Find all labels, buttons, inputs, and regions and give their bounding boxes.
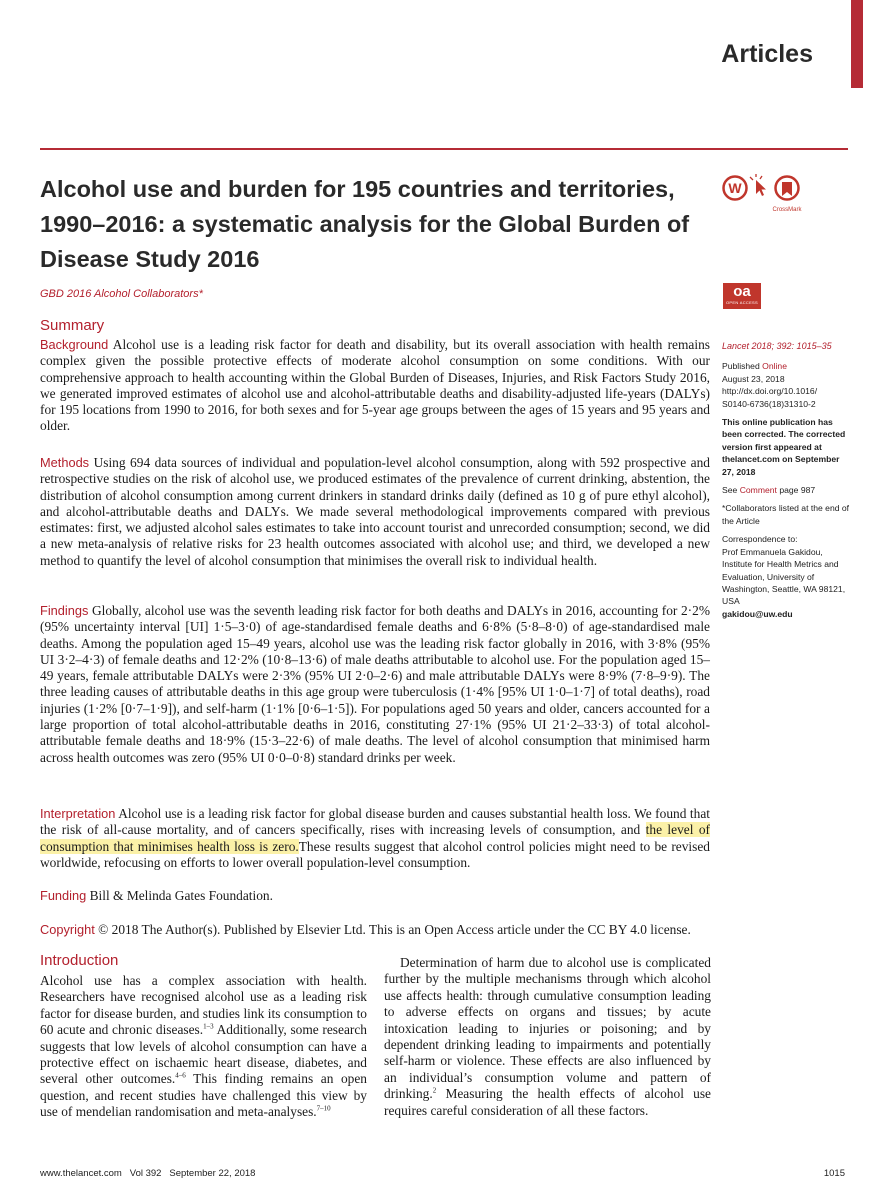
methods-label: Methods bbox=[40, 455, 90, 470]
citation: Lancet 2018; 392: 1015–35 bbox=[722, 341, 832, 351]
cursor-icon bbox=[750, 174, 766, 196]
introduction-left-column bbox=[40, 973, 367, 1121]
doi-line-2[interactable]: S0140-6736(18)31310-2 bbox=[722, 398, 816, 409]
doi-line-1[interactable]: http://dx.doi.org/10.1016/ bbox=[722, 386, 818, 397]
summary-heading: Summary bbox=[40, 317, 105, 334]
see-prefix: See bbox=[722, 485, 738, 496]
comment-link[interactable]: Comment bbox=[739, 485, 777, 496]
background-label: Background bbox=[40, 337, 109, 352]
published-prefix: Published bbox=[722, 361, 760, 372]
interpretation-label: Interpretation bbox=[40, 806, 116, 821]
correction-note: This online publication has been corrected. The corrected version first appeared at thelancet.com on September 27, 2018 bbox=[722, 417, 846, 477]
summary-findings bbox=[40, 603, 710, 766]
footer-journal-info: www.thelancet.com Vol 392 September 22, 2018 bbox=[40, 1168, 256, 1179]
correspondence-email[interactable]: gakidou@uw.edu bbox=[722, 608, 793, 619]
summary-copyright bbox=[40, 922, 710, 938]
article-sidebar bbox=[722, 340, 850, 626]
findings-text: Globally, alcohol use was the seventh leading risk factor for both deaths and DALYs in 2016, accounting for 2·2% (95% uncertainty interval [UI] 1·5–3·0) of age-standardised female deaths and 6·8% (5·8–8·0) of age-standardised male deaths. Among the population aged 15–49 years, alcohol use was the leading risk factor globally in 2016, with 3·8% (95% UI 3·2–4·3) of female deaths and 12·2% (10·8–13·6) of male deaths attributable to alcohol use. For the population aged 15–49 years, female attributable DALYs were 2·3% (95% UI 2·0–2·6) and male attributable DALYs were 8·9% (7·8–9·9). The three leading causes of attributable deaths in this age group were tuberculosis (1·4% [95% UI 1·0–1·7] of total deaths), road injuries (1·2% [0·7–1·9]), and self-harm (1·1% [0·6–1·5]). For populations aged 50 years and older, cancers accounted for a large proportion of total alcohol-attributable deaths in 2016, constituting 27·1% (95% UI 21·2–33·3) of total alcohol-attributable female deaths and 18·9% (15·3–22·6) of male deaths. The level of alcohol consumption that minimised harm across health outcomes was zero (95% UI 0·0–0·8) standard drinks per week. bbox=[40, 603, 710, 765]
copyright-text: © 2018 The Author(s). Published by Elsevier Ltd. This is an Open Access article under the CC BY 4.0 license. bbox=[98, 922, 691, 937]
journal-tab-bar bbox=[851, 0, 863, 88]
w-logo-icon[interactable] bbox=[724, 177, 747, 200]
header-rule bbox=[40, 148, 848, 150]
findings-label: Findings bbox=[40, 603, 89, 618]
article-icons bbox=[720, 172, 820, 222]
interpretation-highlight: the level of consumption that minimises health loss is zero. bbox=[40, 822, 710, 854]
introduction-right-column bbox=[384, 955, 711, 1119]
summary-background bbox=[40, 337, 710, 435]
intro-left-text-1: Alcohol use has a complex association with health. Researchers have recognised alcohol use as a leading risk factor for disease burden, and studies link its consumption to 60 acute and chronic diseases. bbox=[40, 973, 367, 1038]
svg-text:W: W bbox=[728, 180, 742, 196]
published-date: August 23, 2018 bbox=[722, 373, 785, 384]
intro-ref-4[interactable]: 2 bbox=[432, 1086, 437, 1095]
intro-right-text-2: Measuring the health effects of alcohol use requires careful consideration of all these factors. bbox=[384, 1086, 711, 1118]
crossmark-label: CrossMark bbox=[772, 207, 802, 213]
copyright-label: Copyright bbox=[40, 922, 95, 937]
open-access-badge-large: oa bbox=[733, 283, 751, 300]
correspondence-label: Correspondence to: bbox=[722, 534, 798, 545]
summary-interpretation bbox=[40, 806, 710, 871]
published-info bbox=[722, 360, 850, 410]
collaborators-note: *Collaborators listed at the end of the Article bbox=[722, 503, 850, 526]
intro-ref-1[interactable]: 1–3 bbox=[203, 1022, 214, 1031]
funding-text: Bill & Melinda Gates Foundation. bbox=[89, 888, 273, 903]
page-number: 1015 bbox=[823, 1168, 845, 1179]
correspondence bbox=[722, 533, 850, 620]
interpretation-text-1: Alcohol use is a leading risk factor for global disease burden and causes substantial health loss. We found that the risk of all-cause mortality, and of cancers specifically, rises with increasing levels of consumption, and bbox=[40, 806, 711, 838]
section-label: Articles bbox=[721, 40, 813, 68]
intro-left-text-2: Additionally, some research suggests that low levels of alcohol consumption can have a protective effect on ischaemic heart disease, diabetes, and several other outcomes. bbox=[40, 1022, 367, 1087]
intro-ref-3[interactable]: 7–10 bbox=[316, 1104, 331, 1113]
intro-right-text-1: Determination of harm due to alcohol use is complicated further by the multiple mechanisms through which alcohol use affects health: through cumulative consumption leading to adverse effects on organs and tissues; by acute intoxication leading to injuries or poisoning; and by dependent drinking leading to impairments and potentially self-harm or violence. These effects are also influenced by an individual’s consumption volume and pattern of drinking. bbox=[384, 955, 711, 1102]
summary-funding bbox=[40, 888, 710, 904]
intro-ref-2[interactable]: 4–6 bbox=[175, 1071, 186, 1080]
intro-left-text-3: This finding remains an open question, and recent studies have challenged this view by use of mendelian randomisation and meta-analyses. bbox=[40, 1071, 368, 1120]
methods-text: Using 694 data sources of individual and population-level alcohol consumption, along with 592 prospective and retrospective studies on the risk of alcohol use, we produced estimates of the prevalence of current drinking, abstention, the distribution of alcohol consumption among current drinkers in standard drinks daily (defined as 10 g of pure ethyl alcohol), and alcohol-attributable deaths and DALYs. We made several methodological improvements compared with previous estimates: first, we adjusted alcohol sales estimates to take into account tourist and unrecorded consumption; second, we did a new meta-analysis of relative risks for 23 health outcomes associated with alcohol use; and third, we developed a new method to quantify the level of alcohol consumption that minimises the overall risk to individual health. bbox=[40, 455, 710, 568]
article-title: Alcohol use and burden for 195 countries and territories, 1990–2016: a systematic analysis for the Global Burden of Disease Study 2016 bbox=[40, 176, 690, 272]
article-authors[interactable]: GBD 2016 Alcohol Collaborators* bbox=[40, 288, 203, 300]
crossmark-icon[interactable] bbox=[776, 177, 799, 200]
published-online-link[interactable]: Online bbox=[762, 361, 787, 372]
funding-label: Funding bbox=[40, 888, 87, 903]
background-text: Alcohol use is a leading risk factor for death and disability, but its overall association with health remains complex given the possible protective effects of moderate alcohol consumption on some conditions. With our comprehensive approach to health accounting within the Global Burden of Diseases, Injuries, and Risk Factors Study 2016, we generated improved estimates of alcohol use and alcohol-attributable deaths and disability-adjusted life-years (DALYs) for 195 locations from 1990 to 2016, for both sexes and for 5-year age groups between the ages of 15 years and 95 years and older. bbox=[40, 337, 710, 434]
summary-methods bbox=[40, 455, 710, 569]
see-suffix: page 987 bbox=[779, 485, 816, 496]
open-access-badge bbox=[723, 283, 761, 309]
introduction-heading: Introduction bbox=[40, 952, 119, 969]
see-comment bbox=[722, 484, 850, 496]
open-access-badge-small: OPEN ACCESS bbox=[726, 300, 758, 305]
article-icons-svg bbox=[720, 172, 820, 222]
correspondence-address: Institute for Health Metrics and Evaluation, University of Washington, Seattle, WA 98121, USA bbox=[722, 559, 846, 607]
correspondence-name: Prof Emmanuela Gakidou, bbox=[722, 546, 823, 557]
interpretation-text-2: These results suggest that alcohol control policies might need to be revised worldwide, refocusing on efforts to lower overall population-level consumption. bbox=[40, 838, 711, 870]
